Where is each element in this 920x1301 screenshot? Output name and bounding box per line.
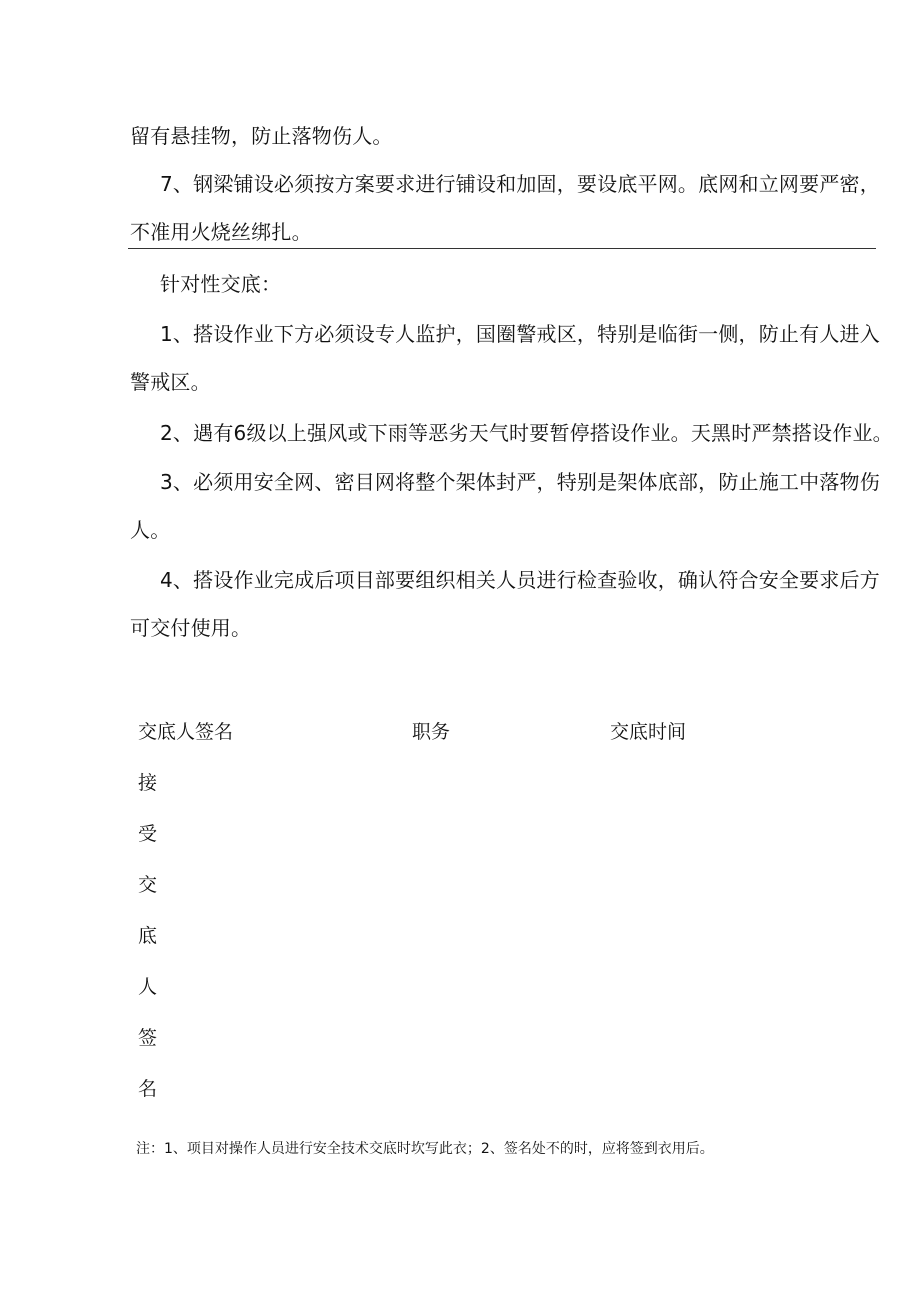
targeted-item3-line2: 人。	[130, 518, 171, 542]
receiver-signature-char: 人	[138, 976, 158, 998]
position-label: 职务	[412, 721, 451, 743]
receiver-signature-char: 名	[138, 1078, 158, 1100]
targeted-item3-line1: 3、必须用安全网、密目网将整个架体封严，特别是架体底部，防止施工中落物伤	[160, 470, 880, 494]
item7-line1: 7、钢梁铺设必须按方案要求进行铺设和加固，要设底平网。底网和立网要严密，	[160, 172, 880, 196]
targeted-item1-line2: 警戒区。	[130, 370, 211, 394]
targeted-heading: 针对性交底：	[160, 272, 282, 296]
item7-line2: 不准用火烧丝绑扎。	[130, 220, 312, 244]
item6-tail-text: 留有悬挂物，防止落物伤人。	[130, 124, 393, 148]
receiver-signature-char: 签	[138, 1027, 158, 1049]
targeted-item2-line1: 2、遇有6级以上强风或下雨等恶劣天气时要暂停搭设作业。天黑时严禁搭设作业。	[160, 421, 893, 445]
receiver-signature-char: 底	[138, 925, 158, 947]
targeted-item1-line1: 1、搭设作业下方必须设专人监护，国圈警戒区，特别是临街一侧，防止有人进入	[160, 322, 880, 346]
disclosure-time-label: 交底时间	[610, 721, 687, 743]
receiver-signature-char: 受	[138, 823, 158, 845]
targeted-item4-line2: 可交付使用。	[130, 616, 252, 640]
targeted-item4-line1: 4、搭设作业完成后项目部要组织相关人员进行检查验收，确认符合安全要求后方	[160, 568, 880, 592]
receiver-signature-char: 接	[138, 772, 158, 794]
receiver-signature-char: 交	[138, 874, 158, 896]
footnote: 注：1、项目对操作人员进行安全技术交底时坎写此衣；2、签名处不的时，应将签到衣用后。	[136, 1141, 714, 1157]
discloser-signature-label: 交底人签名	[138, 721, 234, 743]
section-divider	[128, 248, 876, 249]
